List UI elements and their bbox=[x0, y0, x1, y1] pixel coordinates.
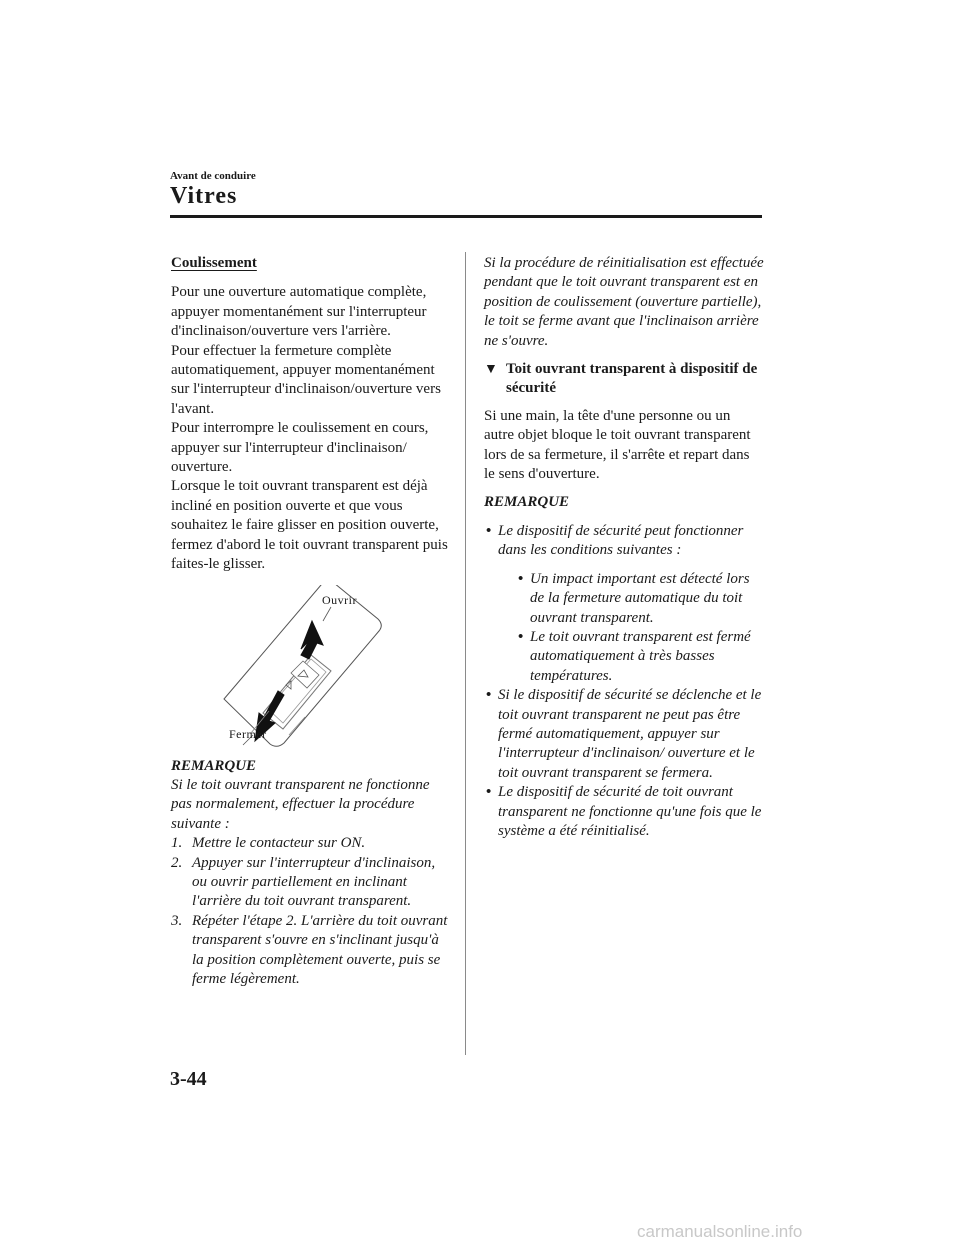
column-divider bbox=[465, 252, 466, 1055]
note-continued: Si la procédure de réinitialisation est effectuée pendant que le toit ouvrant transparent est en position de coulissement (ouverture partielle), le toit se ferme avant que l'inclinaison arrière ne s'ouvre. bbox=[484, 255, 764, 349]
paragraph: Pour effectuer la fermeture complète automatiquement, appuyer momentanément sur l'interrupteur d'inclinaison/ouverture vers l'avant. bbox=[171, 342, 441, 417]
bullet-icon: • bbox=[518, 628, 524, 645]
bullet-icon: • bbox=[486, 687, 492, 704]
list-item bbox=[484, 686, 764, 783]
procedure-step bbox=[171, 834, 451, 853]
paragraph: Lorsque le toit ouvrant transparent est déjà incliné en position ouverte et que vous souhaitez le faire glisser en position ouverte, fermez d'abord le toit ouvrant transparent puis faites-le glisser. bbox=[171, 478, 448, 573]
step-text: Appuyer sur l'interrupteur d'inclinaison, ou ouvrir partiellement en inclinant l'arrière du toit ouvrant transparent. bbox=[192, 854, 436, 910]
section-heading-safety bbox=[484, 360, 764, 399]
label-close: Fermer bbox=[229, 726, 267, 741]
bullet-text: Le dispositif de sécurité de toit ouvrant transparent ne fonctionne qu'une fois que le système a été réinitialisé. bbox=[498, 784, 762, 839]
header-rule bbox=[170, 215, 762, 218]
step-number: 1. bbox=[171, 835, 183, 852]
bullet-text: Un impact important est détecté lors de la fermeture automatique du toit ouvrant transparent. bbox=[530, 570, 750, 626]
paragraph: Si une main, la tête d'une personne ou un autre objet bloque le toit ouvrant transparent lors de sa fermeture, il s'arrête et repart dans le sens d'ouverture. bbox=[484, 407, 751, 483]
step-text: Répéter l'étape 2. L'arrière du toit ouvrant transparent s'ouvre en s'inclinant jusqu'à la position complètement ouverte, puis se ferme légèrement. bbox=[192, 912, 448, 987]
paragraph: Pour une ouverture automatique complète, appuyer momentanément sur l'interrupteur d'inclinaison/ouverture vers l'arrière. bbox=[171, 284, 427, 340]
sub-bullets bbox=[516, 570, 764, 686]
step-number: 3. bbox=[171, 912, 183, 929]
switch-bezel bbox=[263, 655, 331, 729]
note-heading: REMARQUE bbox=[171, 757, 257, 774]
right-column bbox=[484, 254, 764, 841]
bullet-icon: • bbox=[486, 784, 492, 801]
page-number: 3-44 bbox=[170, 1068, 207, 1090]
bullet-icon: • bbox=[518, 570, 524, 587]
watermark: carmanualsonline.info bbox=[637, 1222, 803, 1241]
triangle-marker-icon: ▼ bbox=[484, 362, 498, 378]
bullet-text: Si le dispositif de sécurité se déclenche et le toit ouvrant transparent ne peut pas être fermé automatiquement, appuyer sur l'interrupteur d'inclinaison/ ouverture et le toit ouvrant transparent se fermera. bbox=[498, 687, 762, 781]
note-heading: REMARQUE bbox=[484, 494, 570, 511]
bullet-text: Le toit ouvrant transparent est fermé automatiquement à très basses températures. bbox=[530, 628, 751, 684]
note-bullets bbox=[484, 522, 764, 842]
procedure-step bbox=[171, 854, 451, 912]
step-text: Mettre le contacteur sur ON. bbox=[192, 835, 366, 852]
list-item bbox=[516, 628, 764, 686]
tilt-button bbox=[291, 661, 319, 688]
label-open: Ouvrir bbox=[322, 592, 357, 607]
chapter-title: Vitres bbox=[170, 183, 238, 209]
note-intro: Si le toit ouvrant transparent ne fonctionne pas normalement, effectuer la procédure suivante : bbox=[171, 776, 430, 832]
step-number: 2. bbox=[171, 854, 183, 871]
switch-illustration bbox=[171, 585, 451, 747]
paragraph: Pour interrompre le coulissement en cours, appuyer sur l'interrupteur d'inclinaison/ ouverture. bbox=[171, 420, 429, 476]
left-column bbox=[171, 254, 451, 989]
section-title: Avant de conduire bbox=[170, 170, 256, 182]
procedure-step bbox=[171, 912, 451, 990]
list-item bbox=[516, 570, 764, 628]
list-item bbox=[484, 783, 764, 841]
heading-text: Toit ouvrant transparent à dispositif de sécurité bbox=[506, 361, 758, 397]
sunroof-switch-diagram bbox=[171, 585, 451, 747]
bullet-icon: • bbox=[486, 522, 492, 539]
list-item bbox=[484, 522, 764, 686]
procedure-steps bbox=[171, 834, 451, 989]
subheading-coulissement: Coulissement bbox=[171, 255, 257, 271]
bullet-text: Le dispositif de sécurité peut fonctionner dans les conditions suivantes : bbox=[498, 522, 744, 559]
open-arrow-icon bbox=[301, 621, 323, 659]
